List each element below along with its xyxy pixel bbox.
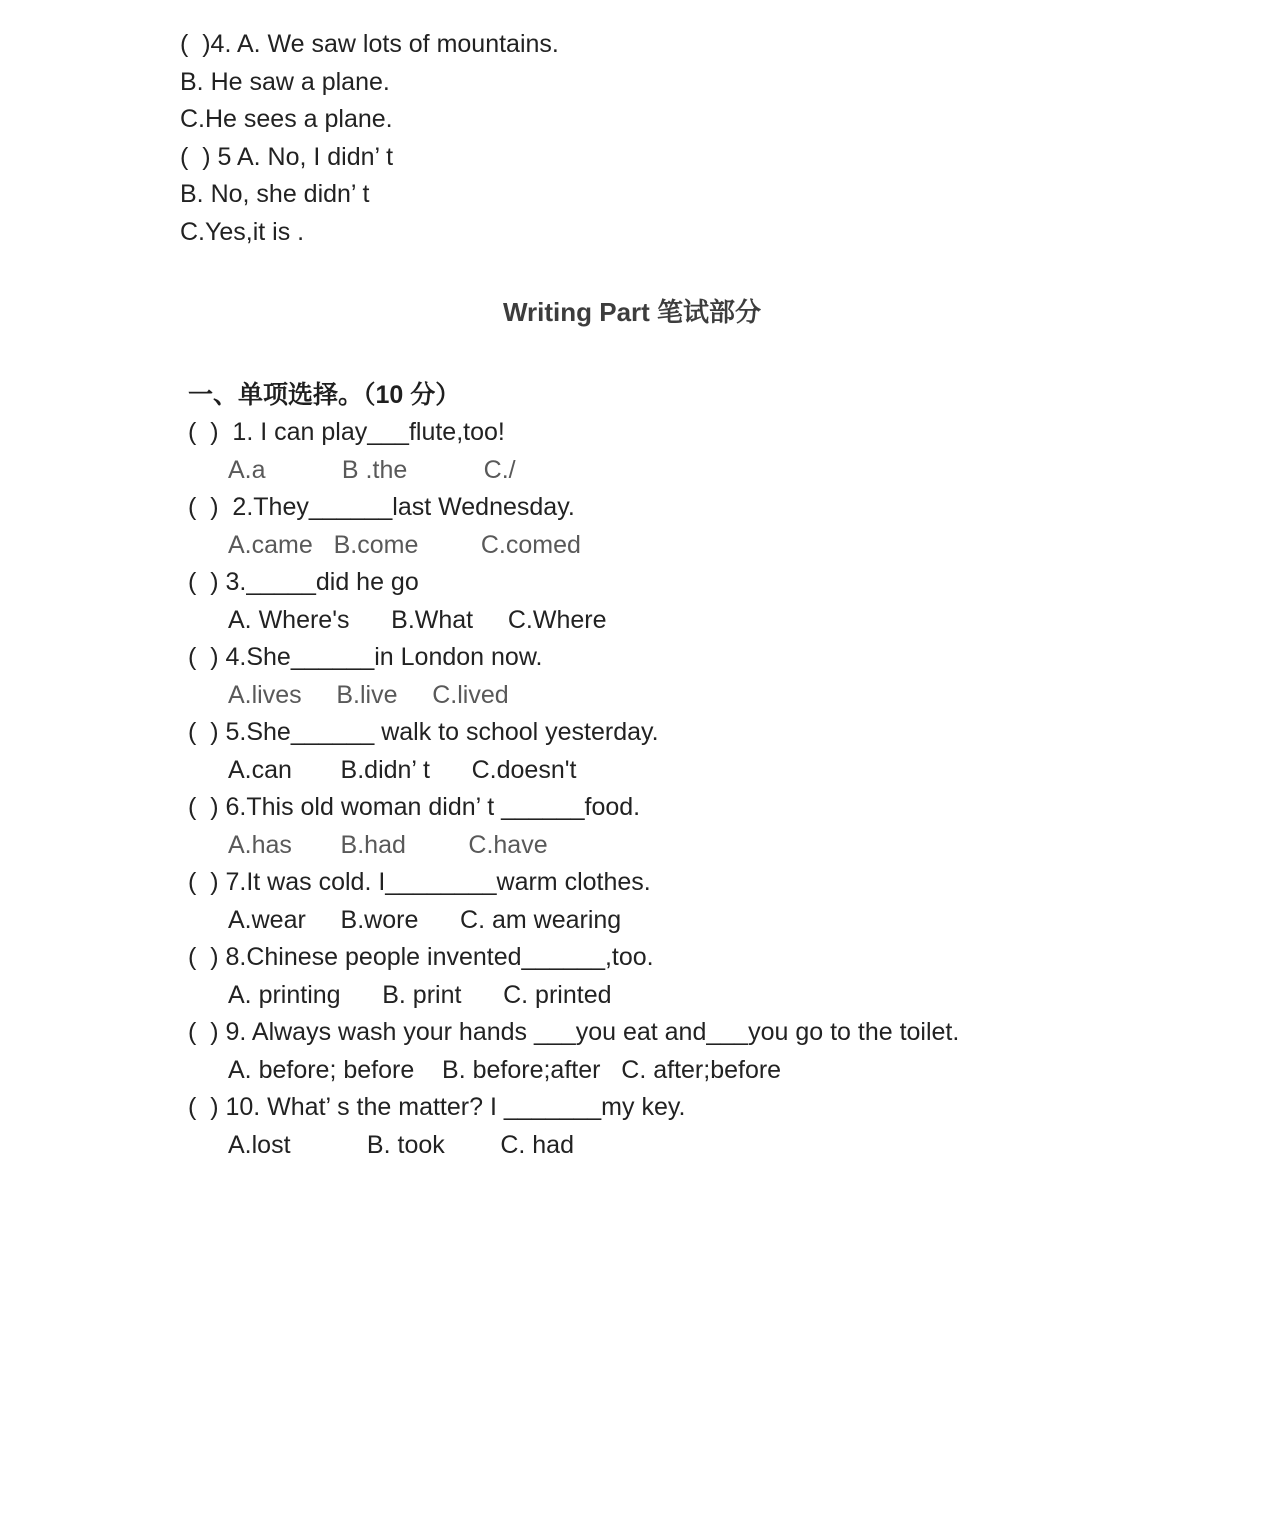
question-prompt: ( ) 5.She______ walk to school yesterday. <box>188 718 659 746</box>
question-prompt: ( ) 7.It was cold. I________warm clothes. <box>188 868 651 896</box>
question-options: A. printing B. print C. printed <box>228 980 612 1009</box>
question-options: A.came B.come C.comed <box>228 530 581 559</box>
listening-answer-line: ( ) 5 A. No, I didn’ t <box>180 142 394 171</box>
listening-answer-line: C.He sees a plane. <box>180 105 393 133</box>
question-prompt: ( ) 9. Always wash your hands ___you eat and___you go to the toilet. <box>188 1018 960 1046</box>
question-options: A.can B.didn’ t C.doesn't <box>228 755 577 784</box>
question-item <box>0 639 1264 714</box>
question-item <box>0 864 1264 939</box>
question-prompt: ( ) 6.This old woman didn’ t ______food. <box>188 793 641 821</box>
listening-answer-line: C.Yes,it is . <box>180 217 305 246</box>
question-item <box>0 564 1264 639</box>
question-options: A. before; before B. before;after C. after;before <box>228 1055 782 1084</box>
question-prompt: ( ) 1. I can play___flute,too! <box>188 418 505 446</box>
listening-answer-line: ( )4. A. We saw lots of mountains. <box>180 30 559 58</box>
question-item <box>0 414 1264 489</box>
listening-answers-block <box>0 0 1264 251</box>
question-options: A.a B .the C./ <box>228 455 516 484</box>
question-prompt: ( ) 8.Chinese people invented______,too. <box>188 943 654 971</box>
question-item <box>0 1089 1264 1164</box>
question-item <box>0 489 1264 564</box>
listening-answer-line: B. No, she didn’ t <box>180 180 370 208</box>
question-options: A.has B.had C.have <box>228 830 548 859</box>
question-prompt: ( ) 10. What’ s the matter? I _______my key. <box>188 1093 686 1121</box>
question-item <box>0 714 1264 789</box>
question-options: A.lost B. took C. had <box>228 1130 574 1159</box>
question-prompt: ( ) 2.They______last Wednesday. <box>188 493 575 521</box>
question-prompt: ( ) 4.She______in London now. <box>188 643 543 671</box>
question-options: A. Where's B.What C.Where <box>228 605 607 634</box>
question-item <box>0 939 1264 1014</box>
question-options: A.lives B.live C.lived <box>228 680 509 709</box>
question-item <box>0 789 1264 864</box>
listening-answer-line: B. He saw a plane. <box>180 67 390 96</box>
section-title: 一、单项选择。（10 分） <box>188 380 461 409</box>
writing-part-heading: Writing Part 笔试部分 <box>502 297 762 327</box>
question-options: A.wear B.wore C. am wearing <box>228 905 622 934</box>
questions-list <box>0 414 1264 1164</box>
question-prompt: ( ) 3._____did he go <box>188 568 419 596</box>
question-item <box>0 1014 1264 1089</box>
